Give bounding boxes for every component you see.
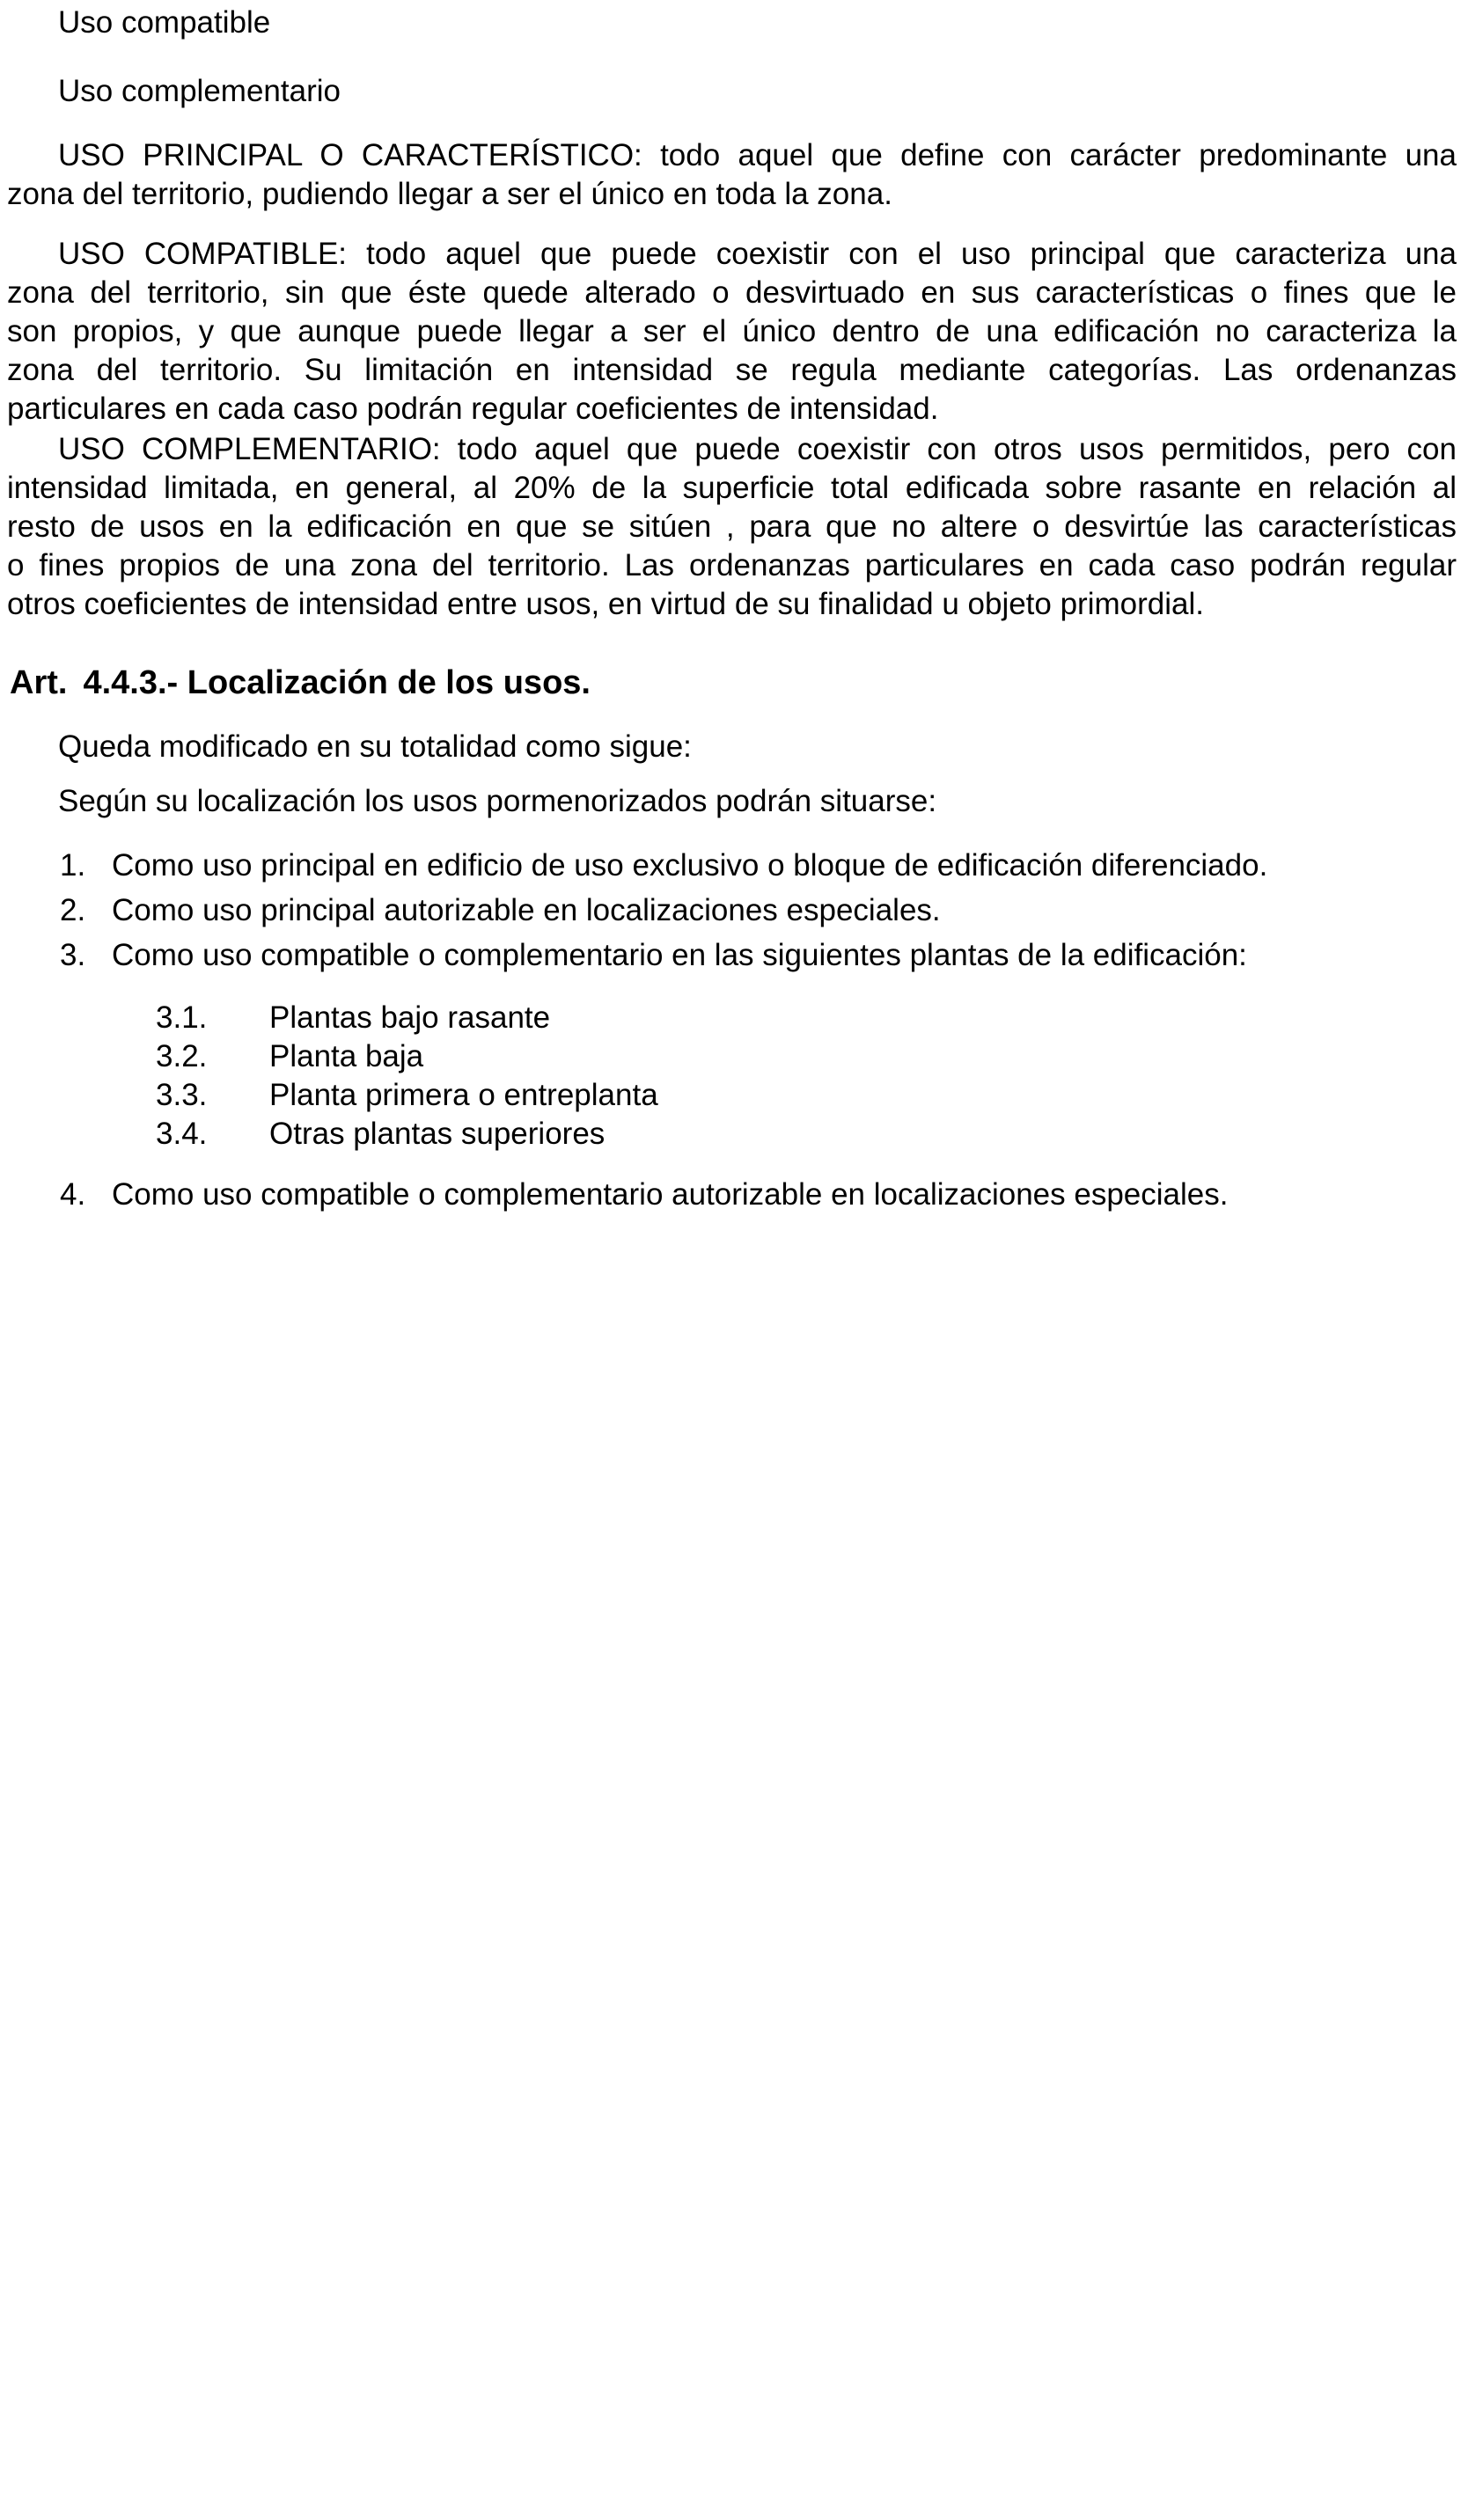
sub-list-item-text: Planta primera o entreplanta (269, 1078, 658, 1112)
sub-list-item-text: Otras plantas superiores (269, 1117, 606, 1151)
paragraph-line: zona del territorio, pudiendo llegar a ser el único en toda la zona. (7, 177, 892, 211)
sub-list-item-number: 3.4. (156, 1117, 208, 1151)
list-item-text: Como uso principal en edificio de uso exclusivo o bloque de edificación diferenciado. (112, 848, 1268, 883)
article-title: 4.4.3.- Localización de los usos. (83, 664, 591, 701)
article-number-label: Art. (10, 664, 68, 701)
list-item-text: Como uso compatible o complementario en las siguientes plantas de la edificación: (112, 938, 1247, 972)
list-item-number: 4. (60, 1177, 86, 1212)
list-item-text: Como uso compatible o complementario autorizable en localizaciones especiales. (112, 1177, 1229, 1212)
sub-list-item-text: Plantas bajo rasante (269, 1000, 551, 1035)
list-item-number: 3. (60, 938, 86, 972)
list-item-number: 1. (60, 848, 86, 883)
sub-list-item (7, 1076, 1457, 1115)
paragraph-uso-complementario (7, 430, 1457, 624)
sub-list-item (7, 999, 1457, 1037)
paragraph-line: USO COMPLEMENTARIO: todo aquel que puede coexistir con otros usos permitidos, pero con (58, 432, 1457, 466)
paragraph-line: son propios, y que aunque puede llegar a ser el único dentro de una edificación no caracteriza la (7, 314, 1457, 348)
localization-intro-line: Según su localización los usos pormenorizados podrán situarse: (58, 784, 937, 818)
sub-list-item (7, 1037, 1457, 1076)
paragraph-line: otros coeficientes de intensidad entre usos, en virtud de su finalidad u objeto primordial. (7, 587, 1204, 621)
list-item (7, 891, 1457, 930)
sub-list-item-number: 3.1. (156, 1000, 208, 1035)
sub-list-item-number: 3.2. (156, 1039, 208, 1073)
paragraph-line: USO COMPATIBLE: todo aquel que puede coexistir con el uso principal que caracteriza una (58, 237, 1457, 271)
sub-list-item (7, 1115, 1457, 1154)
list-item (7, 1176, 1457, 1214)
paragraph-line: particulares en cada caso podrán regular coeficientes de intensidad. (7, 392, 939, 426)
sub-list-item-text: Planta baja (269, 1039, 424, 1073)
paragraph-uso-compatible (7, 235, 1457, 429)
list-item (7, 936, 1457, 975)
paragraph-uso-principal (7, 136, 1457, 214)
list-item-text: Como uso principal autorizable en localizaciones especiales. (112, 893, 941, 927)
paragraph-line: o fines propios de una zona del territorio. Las ordenanzas particulares en cada caso podrán regular (7, 548, 1457, 582)
paragraph-line: zona del territorio, sin que éste quede alterado o desvirtuado en sus características o fines que le (7, 275, 1457, 310)
sub-list-item-number: 3.3. (156, 1078, 208, 1112)
paragraph-line: USO PRINCIPAL O CARACTERÍSTICO: todo aquel que define con carácter predominante una (58, 138, 1457, 172)
definition-term-uso-compatible: Uso compatible (58, 5, 271, 40)
modification-note-line: Queda modificado en su totalidad como sigue: (58, 729, 692, 764)
definition-term-uso-complementario: Uso complementario (58, 74, 341, 108)
paragraph-line: intensidad limitada, en general, al 20% de la superficie total edificada sobre rasante en relación al (7, 471, 1457, 505)
paragraph-line: zona del territorio. Su limitación en intensidad se regula mediante categorías. Las ordenanzas (7, 353, 1457, 387)
list-item-number: 2. (60, 893, 86, 927)
sub-list (7, 999, 1457, 1154)
paragraph-line: resto de usos en la edificación en que se sitúen , para que no altere o desvirtúe las características (7, 509, 1457, 544)
list-item (7, 846, 1457, 885)
numbered-list (7, 846, 1457, 1214)
article-heading (7, 662, 1457, 704)
